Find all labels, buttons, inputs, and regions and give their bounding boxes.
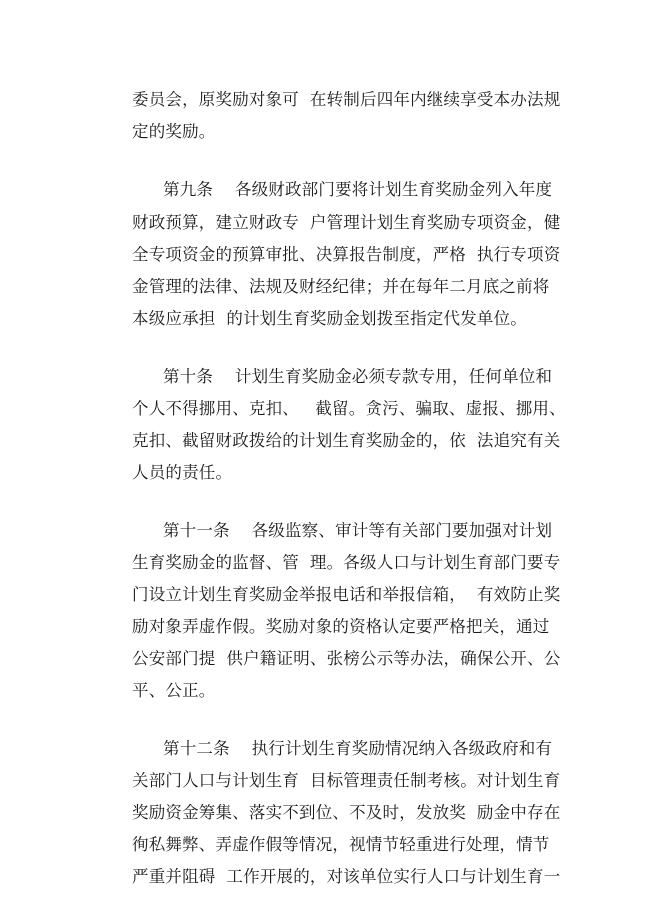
text-line: 定的奖励。 bbox=[132, 122, 216, 141]
paragraph-article-10-heading-line: 第十条 计划生育奖励金必须专款专用，任何单位和 bbox=[163, 367, 553, 386]
text-line: 严重并阻碍 工作开展的，对该单位实行人口与计划生育一 bbox=[132, 867, 561, 886]
text-line: 励对象弄虚作假。奖励对象的资格认定要严格把关，通过 bbox=[132, 617, 550, 636]
paragraph-article-11-heading-line: 第十一条 各级监察、审计等有关部门要加强对计划 bbox=[163, 521, 553, 540]
paragraph-article-9-heading-line: 第九条 各级财政部门要将计划生育奖励金列入年度 bbox=[163, 180, 553, 199]
text-line: 个人不得挪用、克扣、 截留。贪污、骗取、虚报、挪用、 bbox=[132, 399, 566, 418]
text-line: 克扣、截留财政拨给的计划生育奖励金的，依 法追究有关 bbox=[132, 431, 561, 450]
text-line: 门设立计划生育奖励金举报电话和举报信箱， 有效防止奖 bbox=[132, 585, 561, 604]
text-line: 平、公正。 bbox=[132, 681, 216, 700]
text-line: 委员会，原奖励对象可 在转制后四年内继续享受本办法规 bbox=[132, 90, 561, 109]
text-line: 金管理的法律、法规及财经纪律；并在每年二月底之前将 bbox=[132, 277, 550, 296]
text-line: 本级应承担 的计划生育奖励金划拨至指定代发单位。 bbox=[132, 309, 527, 328]
text-line: 人员的责任。 bbox=[132, 463, 233, 482]
text-line: 公安部门提 供户籍证明、张榜公示等办法，确保公开、公 bbox=[132, 649, 561, 668]
text-line: 关部门人口与计划生育 目标管理责任制考核。对计划生育 bbox=[132, 771, 561, 790]
text-line: 生育奖励金的监督、管 理。各级人口与计划生育部门要专 bbox=[132, 553, 561, 572]
text-line: 全专项资金的预算审批、决算报告制度，严格 执行专项资 bbox=[132, 245, 561, 264]
text-line: 徇私舞弊、弄虚作假等情况，视情节轻重进行处理，情节 bbox=[132, 835, 550, 854]
text-line: 财政预算，建立财政专 户管理计划生育奖励专项资金，健 bbox=[132, 213, 561, 232]
text-line: 奖励资金筹集、落实不到位、不及时，发放奖 励金中存在 bbox=[132, 803, 561, 822]
paragraph-article-12-heading-line: 第十二条 执行计划生育奖励情况纳入各级政府和有 bbox=[163, 739, 553, 758]
